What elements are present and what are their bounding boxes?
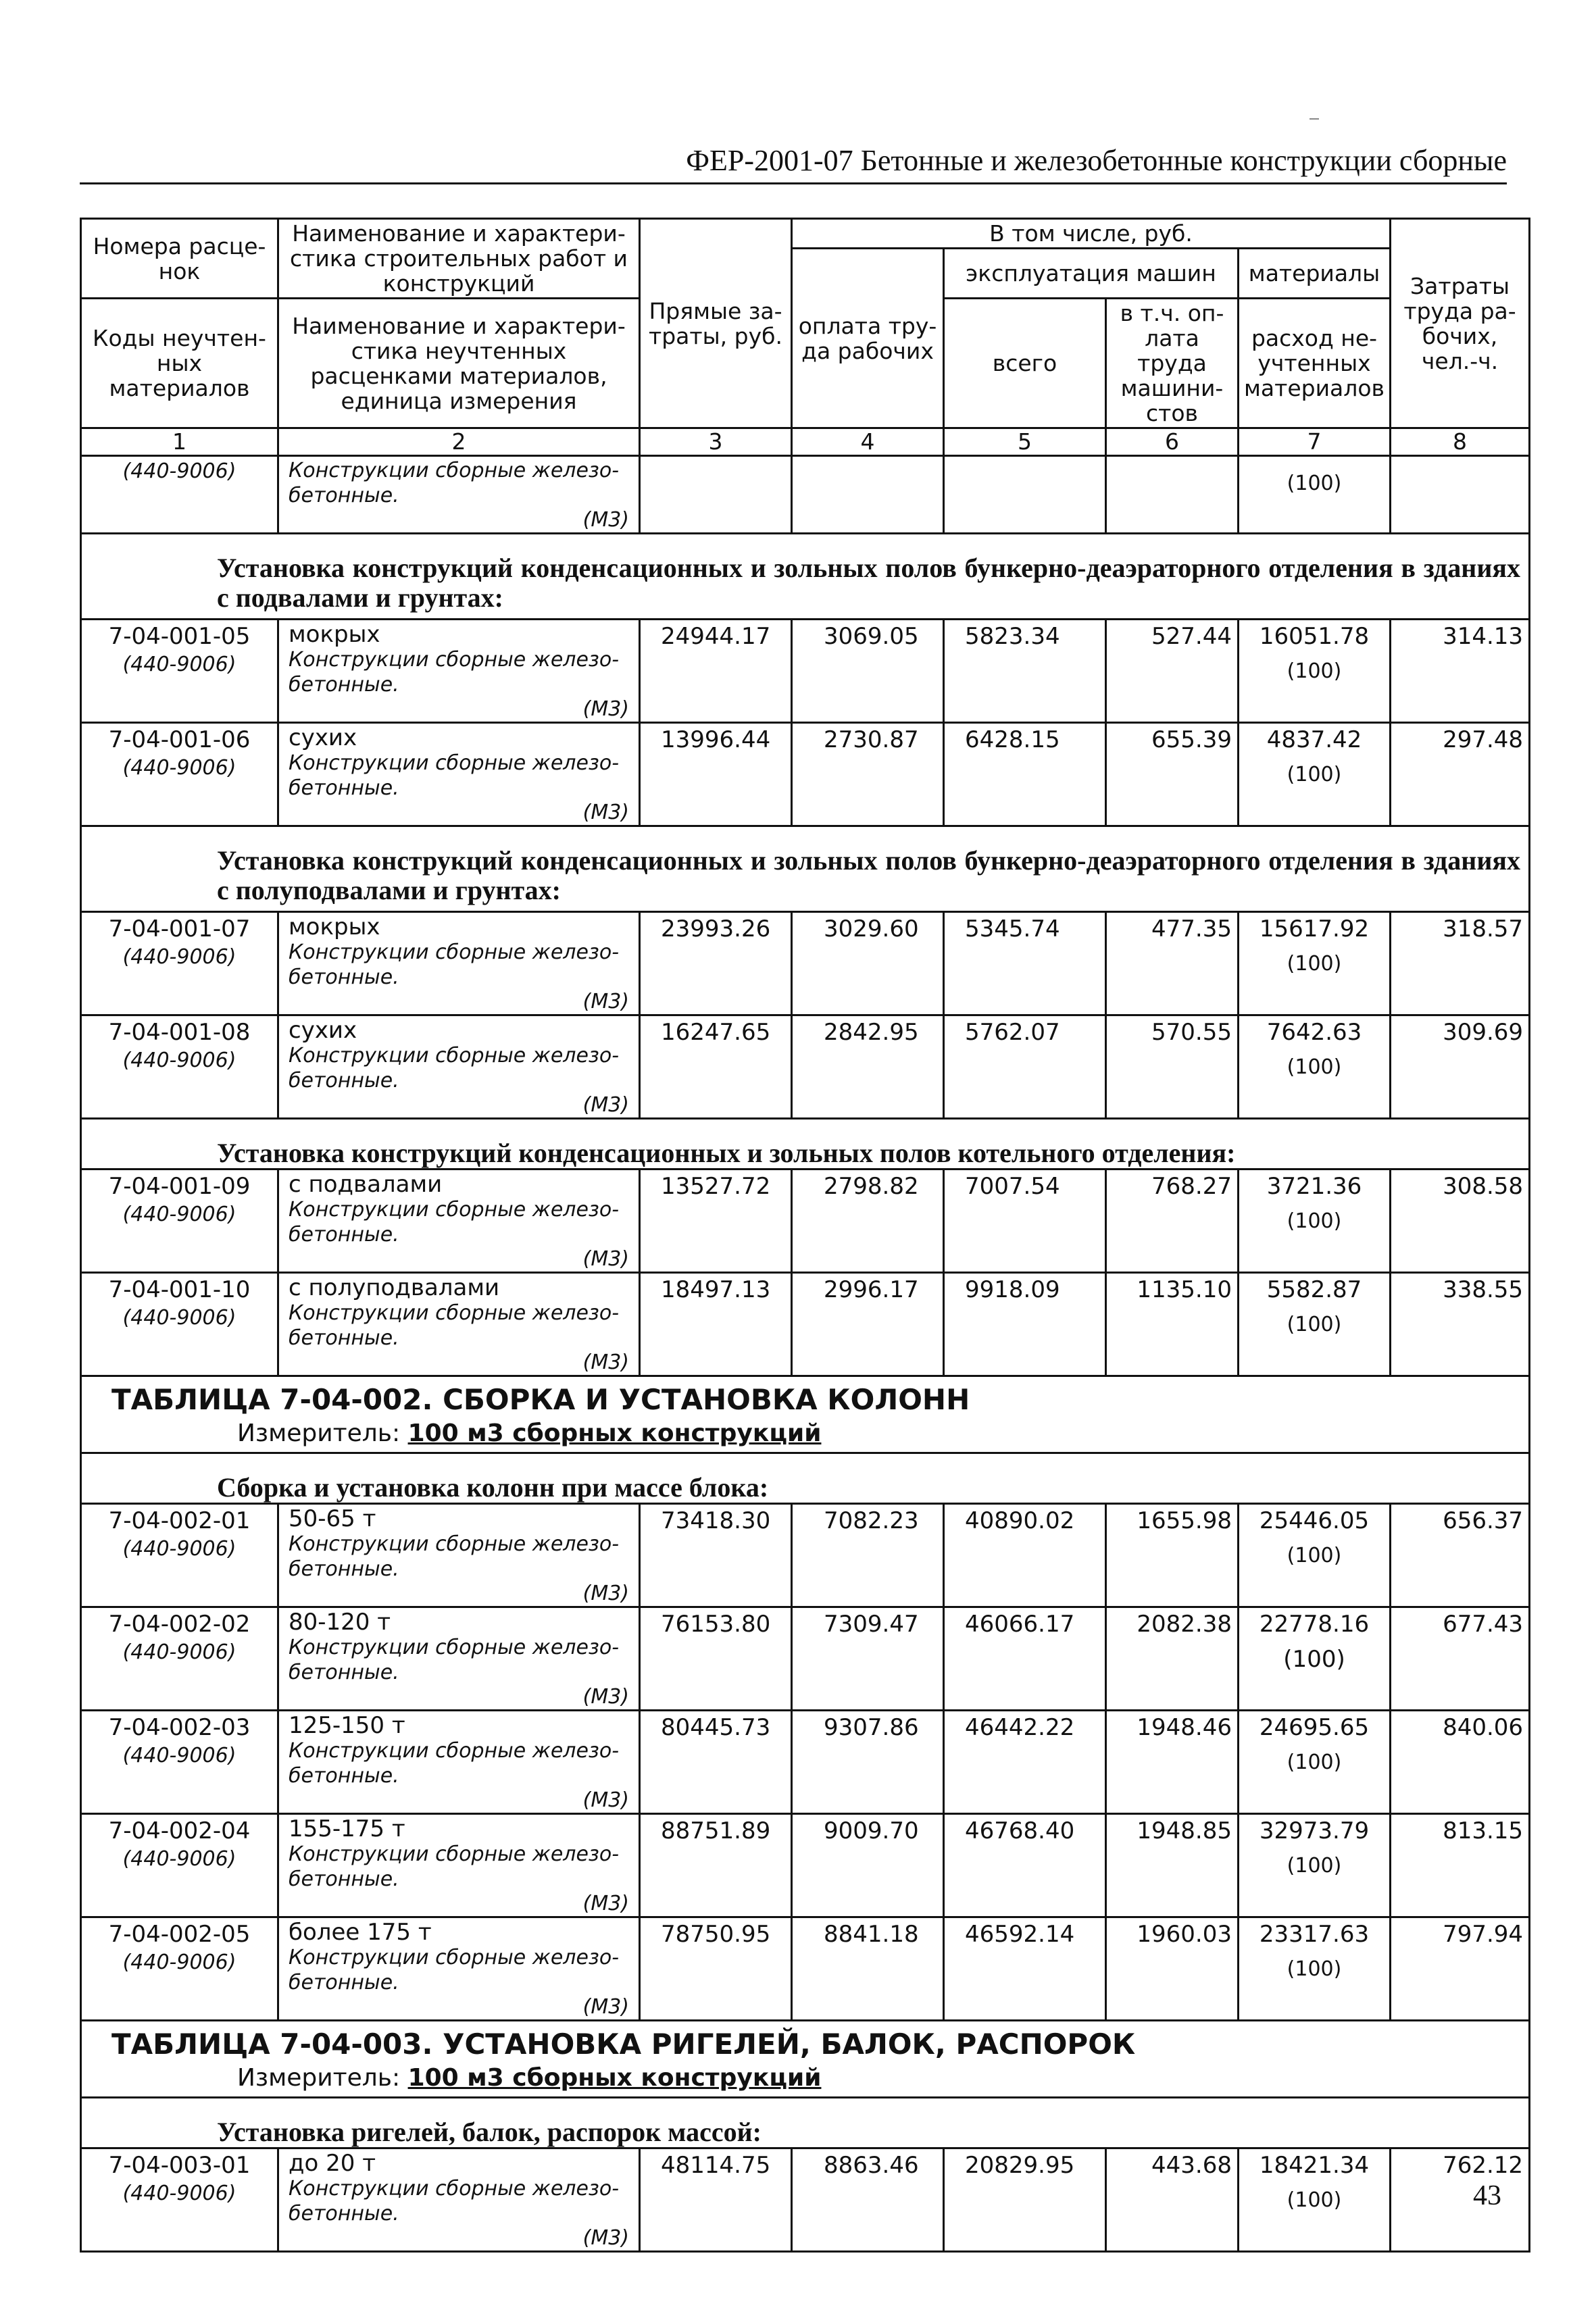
material-name: Конструкции сборные железо-бетонные.	[289, 1739, 620, 1788]
table-row	[81, 1814, 1530, 1917]
table-title: ТАБЛИЦА 7-04-003. УСТАНОВКА РИГЕЛЕЙ, БАЛОК, РАСПОРОК	[111, 2028, 1136, 2061]
material-unit: (М3)	[582, 1788, 629, 1812]
direct-cost: 23993.26	[640, 912, 792, 1015]
material-cost-cell	[1239, 1169, 1391, 1273]
labor-cost: 7309.47	[792, 1607, 944, 1711]
table-row	[81, 1711, 1530, 1814]
page-number: 43	[1473, 2180, 1501, 2211]
labor-cost: 3029.60	[792, 912, 944, 1015]
work-name-cell	[278, 620, 640, 723]
column-number: 8	[1391, 428, 1530, 456]
direct-cost: 88751.89	[640, 1814, 792, 1917]
table-row	[81, 912, 1530, 1015]
header-material-codes: Коды неучтен-ных материалов	[81, 299, 278, 428]
column-number: 2	[278, 428, 640, 456]
material-code: (440-9006)	[122, 2182, 236, 2205]
direct-cost: 13527.72	[640, 1169, 792, 1273]
header-machines: эксплуатация машин	[944, 249, 1239, 299]
direct-cost: 73418.30	[640, 1504, 792, 1607]
direct-cost	[640, 456, 792, 534]
labor-hours: 656.37	[1391, 1504, 1530, 1607]
machinist-cost: 655.39	[1106, 723, 1239, 826]
material-cost-cell	[1239, 723, 1391, 826]
measure-label: Измеритель:	[237, 2064, 401, 2092]
machinist-cost: 570.55	[1106, 1015, 1239, 1119]
material-unit: (М3)	[582, 2226, 629, 2250]
rate-code: 7-04-002-01	[108, 1507, 251, 1534]
material-code: (440-9006)	[122, 1537, 236, 1561]
labor-hours: 309.69	[1391, 1015, 1530, 1119]
column-number: 1	[81, 428, 278, 456]
machinist-cost: 1948.46	[1106, 1711, 1239, 1814]
direct-cost: 78750.95	[640, 1917, 792, 2021]
table-row	[81, 1169, 1530, 1273]
material-cost: 3721.36	[1266, 1173, 1362, 1200]
material-quantity: (100)	[1287, 472, 1342, 495]
section-row	[81, 826, 1530, 912]
material-cost-cell	[1239, 1814, 1391, 1917]
header-including: В том числе, руб.	[792, 219, 1391, 249]
material-code: (440-9006)	[122, 1744, 236, 1767]
section-row	[81, 534, 1530, 620]
work-name: сухих	[289, 1017, 357, 1044]
material-quantity: (100)	[1287, 952, 1342, 976]
material-cost-cell	[1239, 1504, 1391, 1607]
header-material-consumption: расход не-учтенных материалов	[1239, 299, 1391, 428]
material-unit: (М3)	[582, 697, 629, 721]
machine-cost: 46066.17	[944, 1607, 1106, 1711]
table-row	[81, 1273, 1530, 1376]
work-name: сухих	[289, 724, 357, 751]
material-unit: (М3)	[582, 990, 629, 1013]
work-name: с подвалами	[289, 1171, 443, 1198]
column-number: 5	[944, 428, 1106, 456]
material-name: Конструкции сборные железо-бетонные.	[289, 459, 620, 507]
work-name-cell	[278, 1917, 640, 2021]
machine-cost: 6428.15	[944, 723, 1106, 826]
rate-code-cell	[81, 456, 278, 534]
direct-cost: 24944.17	[640, 620, 792, 723]
material-cost: 25446.05	[1259, 1507, 1370, 1534]
material-quantity: (100)	[1287, 1209, 1342, 1233]
rate-code-cell	[81, 1607, 278, 1711]
material-cost-cell	[1239, 1711, 1391, 1814]
material-quantity: (100)	[1287, 1055, 1342, 1079]
measure-label: Измеритель:	[237, 1419, 401, 1447]
labor-cost: 8841.18	[792, 1917, 944, 2021]
rate-code-cell	[81, 1711, 278, 1814]
work-name: мокрых	[289, 621, 380, 648]
machinist-cost: 2082.38	[1106, 1607, 1239, 1711]
material-code: (440-9006)	[122, 1951, 236, 1974]
machinist-cost: 477.35	[1106, 912, 1239, 1015]
material-name: Конструкции сборные железо-бетонные.	[289, 1842, 620, 1891]
work-name: с полуподвалами	[289, 1274, 500, 1301]
material-unit: (М3)	[582, 1892, 629, 1915]
labor-hours: 308.58	[1391, 1169, 1530, 1273]
rate-code-cell	[81, 1814, 278, 1917]
table-measure	[82, 1417, 1528, 1450]
work-name-cell	[278, 1015, 640, 1119]
rate-code-cell	[81, 912, 278, 1015]
section-title: Установка конструкций конденсационных и зольных полов бункерно-деаэраторного отделения в зданиях с подвалами и грунтах:	[81, 534, 1530, 620]
work-name: до 20 т	[289, 2150, 376, 2177]
work-name-cell	[278, 723, 640, 826]
labor-cost: 2730.87	[792, 723, 944, 826]
work-name: 80-120 т	[289, 1609, 391, 1636]
material-cost-cell	[1239, 1607, 1391, 1711]
column-number: 3	[640, 428, 792, 456]
material-cost-cell	[1239, 2148, 1391, 2252]
table-title-row	[81, 2021, 1530, 2098]
rate-code-cell	[81, 723, 278, 826]
material-name: Конструкции сборные железо-бетонные.	[289, 1532, 620, 1581]
material-code: (440-9006)	[122, 1640, 236, 1664]
labor-hours: 318.57	[1391, 912, 1530, 1015]
material-quantity: (100)	[1287, 1957, 1342, 1981]
machine-cost: 7007.54	[944, 1169, 1106, 1273]
machinist-cost: 768.27	[1106, 1169, 1239, 1273]
machinist-cost: 1960.03	[1106, 1917, 1239, 2021]
material-unit: (М3)	[582, 1582, 629, 1605]
material-cost: 24695.65	[1259, 1714, 1370, 1741]
machinist-cost: 1135.10	[1106, 1273, 1239, 1376]
labor-cost: 2996.17	[792, 1273, 944, 1376]
rate-code: 7-04-001-05	[108, 623, 251, 650]
labor-hours	[1391, 456, 1530, 534]
labor-hours: 762.12	[1391, 2148, 1530, 2252]
rate-code-cell	[81, 1504, 278, 1607]
material-unit: (М3)	[582, 508, 629, 532]
header-materials: материалы	[1239, 249, 1391, 299]
material-code: (440-9006)	[122, 1847, 236, 1871]
rate-code-cell	[81, 1917, 278, 2021]
machinist-cost: 1655.98	[1106, 1504, 1239, 1607]
section-row	[81, 1453, 1530, 1504]
material-name: Конструкции сборные железо-бетонные.	[289, 1198, 620, 1247]
section-title: Установка конструкций конденсационных и зольных полов бункерно-деаэраторного отделения в зданиях с полуподвалами и грунтах:	[81, 826, 1530, 912]
header-work-name: Наименование и характери-стика строительных работ и конструкций	[278, 219, 640, 299]
material-unit: (М3)	[582, 1685, 629, 1709]
material-cost: 18421.34	[1259, 2152, 1370, 2179]
rate-code-cell	[81, 1169, 278, 1273]
labor-hours: 297.48	[1391, 723, 1530, 826]
labor-cost: 3069.05	[792, 620, 944, 723]
work-name: мокрых	[289, 913, 380, 940]
material-quantity: (100)	[1287, 659, 1342, 683]
material-cost: 5582.87	[1266, 1276, 1362, 1303]
work-name-cell	[278, 1169, 640, 1273]
machinist-cost: 443.68	[1106, 2148, 1239, 2252]
material-unit: (М3)	[582, 1995, 629, 2019]
material-name: Конструкции сборные железо-бетонные.	[289, 940, 620, 989]
direct-cost: 76153.80	[640, 1607, 792, 1711]
header-row	[81, 219, 1530, 249]
labor-cost: 9307.86	[792, 1711, 944, 1814]
material-name: Конструкции сборные железо-бетонные.	[289, 1044, 620, 1092]
work-name: более 175 т	[289, 1919, 432, 1946]
machine-cost: 40890.02	[944, 1504, 1106, 1607]
material-unit: (М3)	[582, 1093, 629, 1117]
material-cost: 16051.78	[1259, 623, 1370, 650]
column-number: 6	[1106, 428, 1239, 456]
work-name-cell	[278, 1607, 640, 1711]
section-title: Установка конструкций конденсационных и зольных полов котельного отделения:	[81, 1119, 1530, 1169]
labor-hours: 314.13	[1391, 620, 1530, 723]
rate-code-cell	[81, 2148, 278, 2252]
material-cost-cell	[1239, 1273, 1391, 1376]
header-material-name: Наименование и характери-стика неучтенных расценками материалов, единица измерения	[278, 299, 640, 428]
material-name: Конструкции сборные железо-бетонные.	[289, 751, 620, 800]
work-name: 125-150 т	[289, 1712, 405, 1739]
rate-code: 7-04-001-10	[108, 1276, 251, 1303]
machine-cost: 5823.34	[944, 620, 1106, 723]
labor-cost: 7082.23	[792, 1504, 944, 1607]
rate-code: 7-04-001-06	[108, 726, 251, 753]
machinist-cost: 527.44	[1106, 620, 1239, 723]
direct-cost: 80445.73	[640, 1711, 792, 1814]
rate-code: 7-04-002-04	[108, 1817, 251, 1844]
machine-cost: 46442.22	[944, 1711, 1106, 1814]
header-rule	[80, 182, 1507, 184]
material-cost: 23317.63	[1259, 1921, 1370, 1948]
table-row	[81, 1504, 1530, 1607]
header-rate-numbers: Номера расце-нок	[81, 219, 278, 299]
work-name-cell	[278, 1504, 640, 1607]
machine-cost	[944, 456, 1106, 534]
material-name: Конструкции сборные железо-бетонные.	[289, 1636, 620, 1684]
rate-code-cell	[81, 1015, 278, 1119]
measure-value: 100 м3 сборных конструкций	[407, 1419, 822, 1447]
labor-cost: 2842.95	[792, 1015, 944, 1119]
labor-cost: 2798.82	[792, 1169, 944, 1273]
material-unit: (М3)	[582, 1247, 629, 1271]
material-unit: (М3)	[582, 801, 629, 824]
work-name: 155-175 т	[289, 1815, 405, 1842]
rate-code: 7-04-002-02	[108, 1611, 251, 1638]
material-name: Конструкции сборные железо-бетонные.	[289, 648, 620, 697]
rate-code-cell	[81, 1273, 278, 1376]
work-name-cell	[278, 912, 640, 1015]
work-name: 50-65 т	[289, 1505, 376, 1532]
column-number: 4	[792, 428, 944, 456]
direct-cost: 48114.75	[640, 2148, 792, 2252]
rate-code: 7-04-001-07	[108, 915, 251, 942]
section-title: Установка ригелей, балок, распорок массой:	[81, 2098, 1530, 2148]
material-quantity: (100)	[1287, 1751, 1342, 1774]
header-machines-total: всего	[944, 299, 1106, 428]
material-cost-cell	[1239, 1917, 1391, 2021]
labor-cost: 8863.46	[792, 2148, 944, 2252]
column-number-row	[81, 428, 1530, 456]
material-name: Конструкции сборные железо-бетонные.	[289, 2177, 620, 2225]
machinist-cost	[1106, 456, 1239, 534]
header-worker-pay: оплата тру-да рабочих	[792, 249, 944, 428]
running-header: ФЕР-2001-07 Бетонные и железобетонные конструкции сборные	[686, 144, 1507, 177]
material-cost: 32973.79	[1259, 1817, 1370, 1844]
direct-cost: 18497.13	[640, 1273, 792, 1376]
machine-cost: 5762.07	[944, 1015, 1106, 1119]
measure-value: 100 м3 сборных конструкций	[407, 2064, 822, 2092]
table-row	[81, 2148, 1530, 2252]
table-title-cell	[81, 1376, 1530, 1453]
material-code: (440-9006)	[122, 756, 236, 780]
labor-cost	[792, 456, 944, 534]
header-machinist-pay: в т.ч. оп-лата труда машини-стов	[1106, 299, 1239, 428]
material-name: Конструкции сборные железо-бетонные.	[289, 1301, 620, 1350]
material-name: Конструкции сборные железо-бетонные.	[289, 1946, 620, 1994]
header-labor-hours: Затраты труда ра-бочих, чел.-ч.	[1391, 219, 1530, 428]
material-cost: 15617.92	[1259, 915, 1370, 942]
rate-code: 7-04-003-01	[108, 2152, 251, 2179]
labor-hours: 797.94	[1391, 1917, 1530, 2021]
table-title-row	[81, 1376, 1530, 1453]
table-row	[81, 1917, 1530, 2021]
table-title-cell	[81, 2021, 1530, 2098]
material-code: (440-9006)	[122, 459, 236, 483]
header-direct-costs: Прямые за-траты, руб.	[640, 219, 792, 428]
rate-code: 7-04-002-05	[108, 1921, 251, 1948]
table-measure	[82, 2062, 1528, 2094]
material-quantity: (100)	[1287, 1854, 1342, 1878]
machine-cost: 5345.74	[944, 912, 1106, 1015]
table-title: ТАБЛИЦА 7-04-002. СБОРКА И УСТАНОВКА КОЛОНН	[111, 1383, 970, 1416]
rate-code: 7-04-002-03	[108, 1714, 251, 1741]
section-row	[81, 1119, 1530, 1169]
direct-cost: 13996.44	[640, 723, 792, 826]
material-cost	[1239, 456, 1391, 534]
material-code: (440-9006)	[122, 653, 236, 676]
material-cost-cell	[1239, 912, 1391, 1015]
rate-code-cell	[81, 620, 278, 723]
material-quantity: (100)	[1283, 1646, 1345, 1673]
machinist-cost: 1948.85	[1106, 1814, 1239, 1917]
work-name-cell	[278, 2148, 640, 2252]
section-row	[81, 2098, 1530, 2148]
column-number: 7	[1239, 428, 1391, 456]
material-unit: (М3)	[582, 1351, 629, 1374]
machine-cost: 20829.95	[944, 2148, 1106, 2252]
material-code: (440-9006)	[122, 1203, 236, 1226]
rate-code: 7-04-001-09	[108, 1173, 251, 1200]
work-name-cell	[278, 1814, 640, 1917]
material-cost-cell	[1239, 620, 1391, 723]
material-code: (440-9006)	[122, 945, 236, 969]
labor-hours: 813.15	[1391, 1814, 1530, 1917]
labor-hours: 338.55	[1391, 1273, 1530, 1376]
labor-hours: 840.06	[1391, 1711, 1530, 1814]
material-cost-cell	[1239, 1015, 1391, 1119]
material-quantity: (100)	[1287, 763, 1342, 786]
section-title: Сборка и установка колонн при массе блока:	[81, 1453, 1530, 1504]
machine-cost: 46768.40	[944, 1814, 1106, 1917]
material-quantity: (100)	[1287, 1544, 1342, 1567]
table-row	[81, 1015, 1530, 1119]
material-cost: 4837.42	[1266, 726, 1362, 753]
work-name-cell	[278, 456, 640, 534]
machine-cost: 9918.09	[944, 1273, 1106, 1376]
material-cost: 7642.63	[1266, 1019, 1362, 1046]
table-row	[81, 456, 1530, 534]
material-cost: 22778.16	[1259, 1611, 1370, 1638]
table-body	[81, 219, 1530, 2252]
labor-cost: 9009.70	[792, 1814, 944, 1917]
material-quantity: (100)	[1287, 1313, 1342, 1336]
price-table	[80, 218, 1530, 2253]
machine-cost: 46592.14	[944, 1917, 1106, 2021]
table-row	[81, 620, 1530, 723]
table-row	[81, 723, 1530, 826]
work-name-cell	[278, 1711, 640, 1814]
scan-mark	[1310, 118, 1319, 120]
rate-code: 7-04-001-08	[108, 1019, 251, 1046]
table-row	[81, 1607, 1530, 1711]
material-code: (440-9006)	[122, 1306, 236, 1330]
material-quantity: (100)	[1287, 2188, 1342, 2212]
labor-hours: 677.43	[1391, 1607, 1530, 1711]
material-code: (440-9006)	[122, 1049, 236, 1072]
work-name-cell	[278, 1273, 640, 1376]
direct-cost: 16247.65	[640, 1015, 792, 1119]
